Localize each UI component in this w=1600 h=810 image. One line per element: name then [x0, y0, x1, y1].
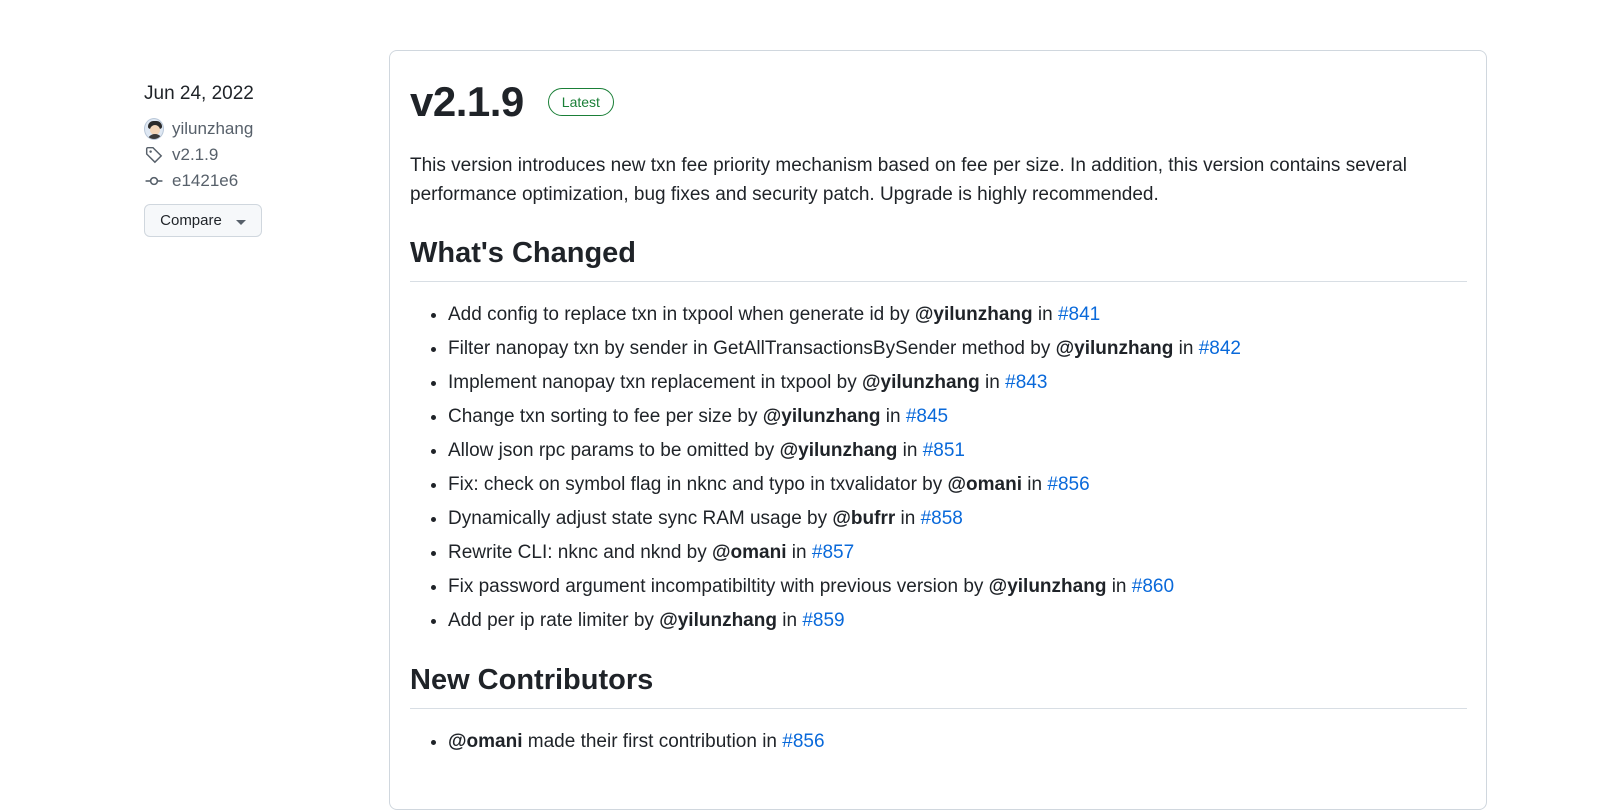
tag-icon: [144, 145, 164, 165]
commit-link[interactable]: [144, 168, 374, 194]
commit-hash[interactable]: e1421e6: [172, 171, 239, 190]
release-sidebar: [144, 80, 374, 237]
user-mention[interactable]: @yilunzhang: [988, 576, 1107, 597]
compare-label: Compare: [160, 212, 222, 229]
user-mention[interactable]: @omani: [712, 542, 787, 563]
pr-link[interactable]: #856: [1047, 474, 1090, 495]
user-mention[interactable]: @yilunzhang: [914, 304, 1033, 325]
list-item: • Rewrite CLI: nknc and nknd by @omani in #857: [448, 536, 1467, 570]
list-item: • Dynamically adjust state sync RAM usage by @bufrr in #858: [448, 502, 1467, 536]
user-mention[interactable]: @omani: [448, 731, 523, 752]
pr-link[interactable]: #842: [1198, 338, 1242, 359]
list-item: • Implement nanopay txn replacement in txpool by @yilunzhang in #843: [448, 366, 1467, 400]
pr-link[interactable]: #859: [802, 610, 845, 631]
commit-icon: [144, 171, 164, 191]
release-date: Jun 24, 2022: [144, 83, 254, 104]
chevron-down-icon: [236, 220, 246, 225]
list-item: • Allow json rpc params to be omitted by @yilunzhang in #851: [448, 434, 1467, 468]
contributors-list: [410, 725, 1467, 759]
list-item: • Fix password argument incompatibiltity with previous version by @yilunzhang in #860: [448, 570, 1467, 604]
pr-link[interactable]: #857: [811, 542, 855, 563]
list-item: • Add config to replace txn in txpool when generate id by @yilunzhang in #841: [448, 298, 1467, 332]
user-mention[interactable]: @bufrr: [832, 508, 896, 529]
author-name[interactable]: yilunzhang: [172, 119, 254, 138]
pr-link[interactable]: #860: [1131, 576, 1175, 597]
author-link[interactable]: [144, 116, 374, 142]
latest-badge: Latest: [548, 88, 614, 116]
compare-button[interactable]: [144, 204, 262, 237]
pr-link[interactable]: #858: [920, 508, 963, 529]
tag-name[interactable]: v2.1.9: [172, 145, 219, 164]
list-item: • Change txn sorting to fee per size by @yilunzhang in #845: [448, 400, 1467, 434]
user-mention[interactable]: @yilunzhang: [659, 610, 777, 631]
avatar: [144, 119, 164, 139]
list-item: • Add per ip rate limiter by @yilunzhang in #859: [448, 604, 1467, 638]
user-mention[interactable]: @omani: [947, 474, 1023, 495]
list-item: • @omani made their first contribution in #856: [448, 725, 1467, 759]
user-mention[interactable]: @yilunzhang: [762, 406, 881, 427]
user-mention[interactable]: @yilunzhang: [779, 440, 898, 461]
list-item: • Fix: check on symbol flag in nknc and typo in txvalidator by @omani in #856: [448, 468, 1467, 502]
tag-link[interactable]: [144, 142, 374, 168]
list-item: • Filter nanopay txn by sender in GetAllTransactionsBySender method by @yilunzhang in #842: [448, 332, 1467, 366]
whats-changed-heading: What's Changed: [410, 233, 1467, 282]
user-mention[interactable]: @yilunzhang: [862, 372, 980, 393]
pr-link[interactable]: #845: [905, 406, 949, 427]
changes-list: [410, 298, 1467, 638]
user-mention[interactable]: @yilunzhang: [1055, 338, 1174, 359]
release-description: This version introduces new txn fee priority mechanism based on fee per size. In addition, this version contains several performance optimization, bug fixes and security patch. Upgrade is highly recommended.: [410, 155, 1407, 205]
release-title[interactable]: v2.1.9: [410, 78, 524, 125]
pr-link[interactable]: #841: [1057, 304, 1101, 325]
pr-link[interactable]: #851: [922, 440, 965, 461]
pr-link[interactable]: #843: [1005, 372, 1048, 393]
pr-link[interactable]: #856: [782, 731, 825, 752]
new-contributors-heading: New Contributors: [410, 660, 1467, 709]
release-card: [389, 50, 1487, 810]
